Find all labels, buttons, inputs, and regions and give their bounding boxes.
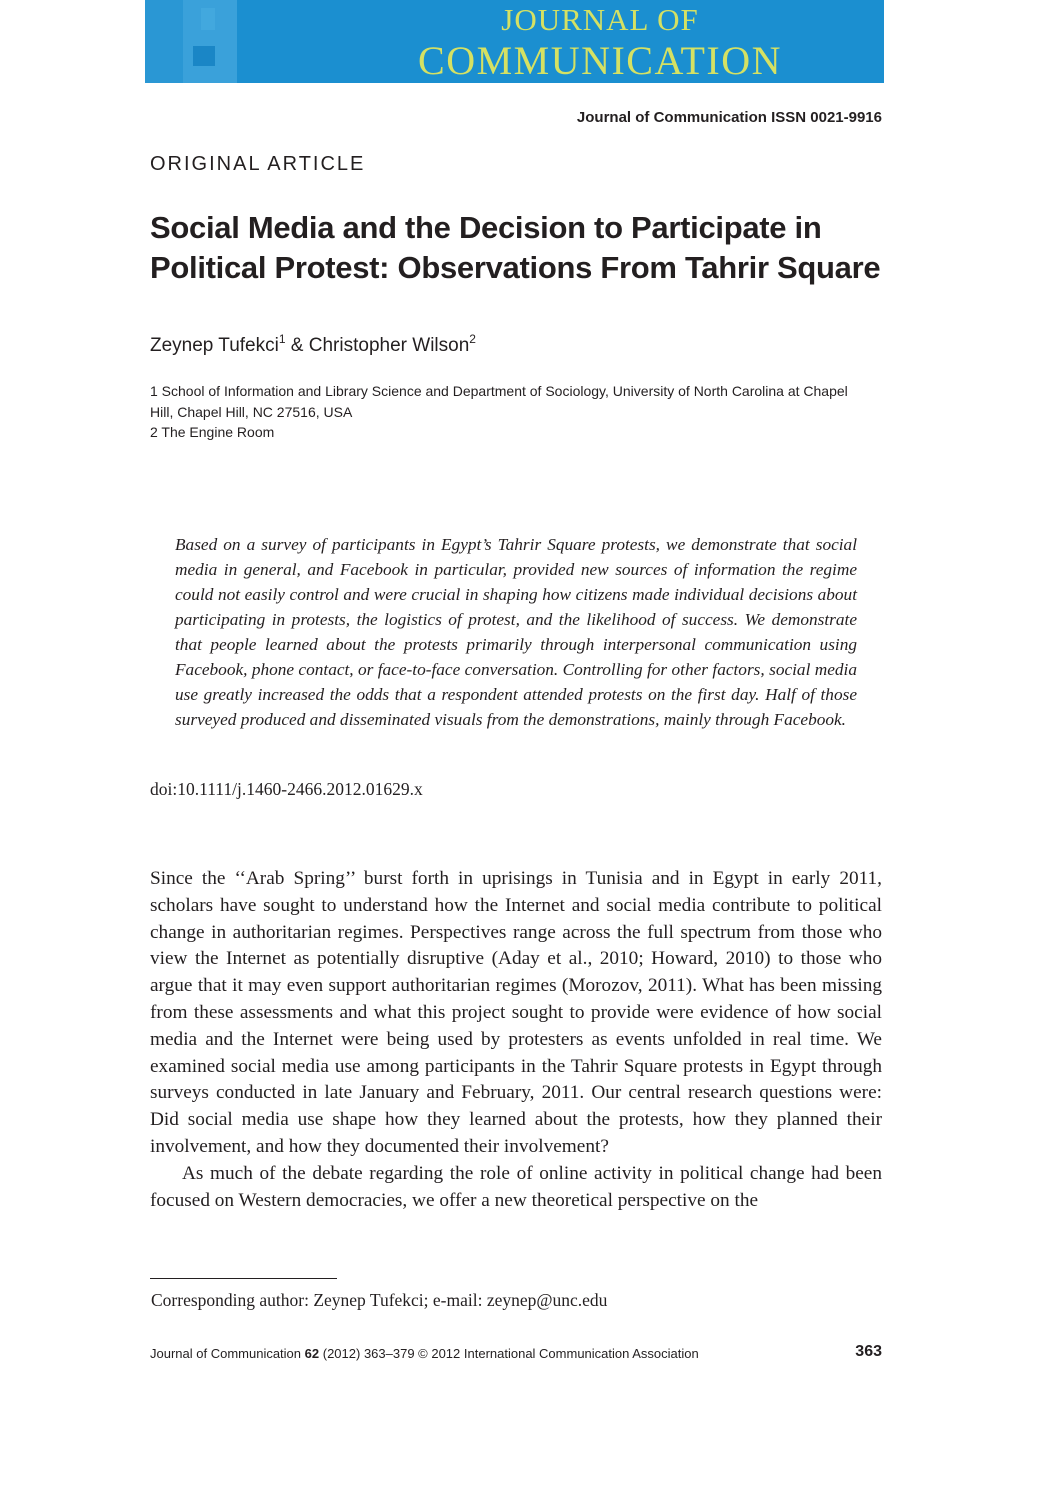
author-name: Zeynep Tufekci xyxy=(150,335,279,356)
author-list xyxy=(150,332,476,357)
affiliation: 1 School of Information and Library Science and Department of Sociology, University of North Carolina at Chapel Hill, Chapel Hill, NC 27516, USA xyxy=(150,383,848,420)
footer-citation: (2012) 363–379 © 2012 International Communication Association xyxy=(322,1346,699,1361)
article-body xyxy=(150,866,882,1214)
footer-volume: 62 xyxy=(304,1346,320,1361)
article-title: Social Media and the Decision to Participate in Political Protest: Observations From Tahrir Square xyxy=(150,210,881,285)
affiliation-mark: 1 xyxy=(278,332,286,346)
banner-decoration xyxy=(193,46,215,66)
journal-issn: Journal of Communication ISSN 0021-9916 xyxy=(576,109,882,126)
body-paragraph: As much of the debate regarding the role of online activity in political change had been focused on Western democracies, we offer a new theoretical perspective on the xyxy=(150,1162,882,1211)
page-footer-citation xyxy=(150,1346,699,1361)
footnote-rule xyxy=(150,1278,337,1279)
footnote: Corresponding author: Zeynep Tufekci; e-mail: zeynep@unc.edu xyxy=(151,1290,608,1310)
journal-name-line1: JOURNAL OF xyxy=(501,2,699,37)
journal-name-line2: COMMUNICATION xyxy=(418,38,782,83)
affiliation: 2 The Engine Room xyxy=(150,424,275,440)
abstract: Based on a survey of participants in Egypt’s Tahrir Square protests, we demonstrate that social media in general, and Facebook in particular, provided new sources of information the regime could not easily control and were crucial in shaping how citizens made individual decisions about participating in protests, the logistics of protest, and the likelihood of success. We demonstrate that people learned about the protests primarily through interpersonal communication using Facebook, phone contact, or face-to-face conversation. Controlling for other factors, social media use greatly increased the odds that a respondent attended protests on the first day. Half of those surveyed produced and disseminated visuals from the demonstrations, mainly through Facebook. xyxy=(175,535,857,729)
author-separator: & xyxy=(285,335,309,356)
footer-journal: Journal of Communication xyxy=(150,1346,302,1361)
doi: doi:10.1111/j.1460-2466.2012.01629.x xyxy=(150,779,423,799)
body-paragraph: Since the ‘‘Arab Spring’’ burst forth in uprisings in Tunisia and in Egypt in early 2011, scholars have sought to understand how the Internet and social media contribute to political change in authoritarian regimes. Perspectives range across the full spectrum from those who view the Internet as potentially disruptive (Aday et al., 2010; Howard, 2010) to those who argue that it may even support authoritarian regimes (Morozov, 2011). What has been missing from these assessments and what this project sought to provide were evidence of how social media and the Internet were being used by protesters as events unfolded in real time. We examined social media use among participants in the Tahrir Square protests in Egypt through surveys conducted in late January and February, 2011. Our central research questions were: Did social media use shape how they learned about the protests, how they planned their involvement, and how they documented their involvement? xyxy=(150,868,882,1157)
banner-decoration xyxy=(201,8,215,30)
article-type: ORIGINAL ARTICLE xyxy=(150,153,366,175)
author-name: Christopher Wilson xyxy=(308,335,470,356)
page-number: 363 xyxy=(855,1343,882,1360)
affiliation-mark: 2 xyxy=(469,332,476,346)
affiliations xyxy=(150,381,870,443)
journal-banner xyxy=(145,0,884,83)
